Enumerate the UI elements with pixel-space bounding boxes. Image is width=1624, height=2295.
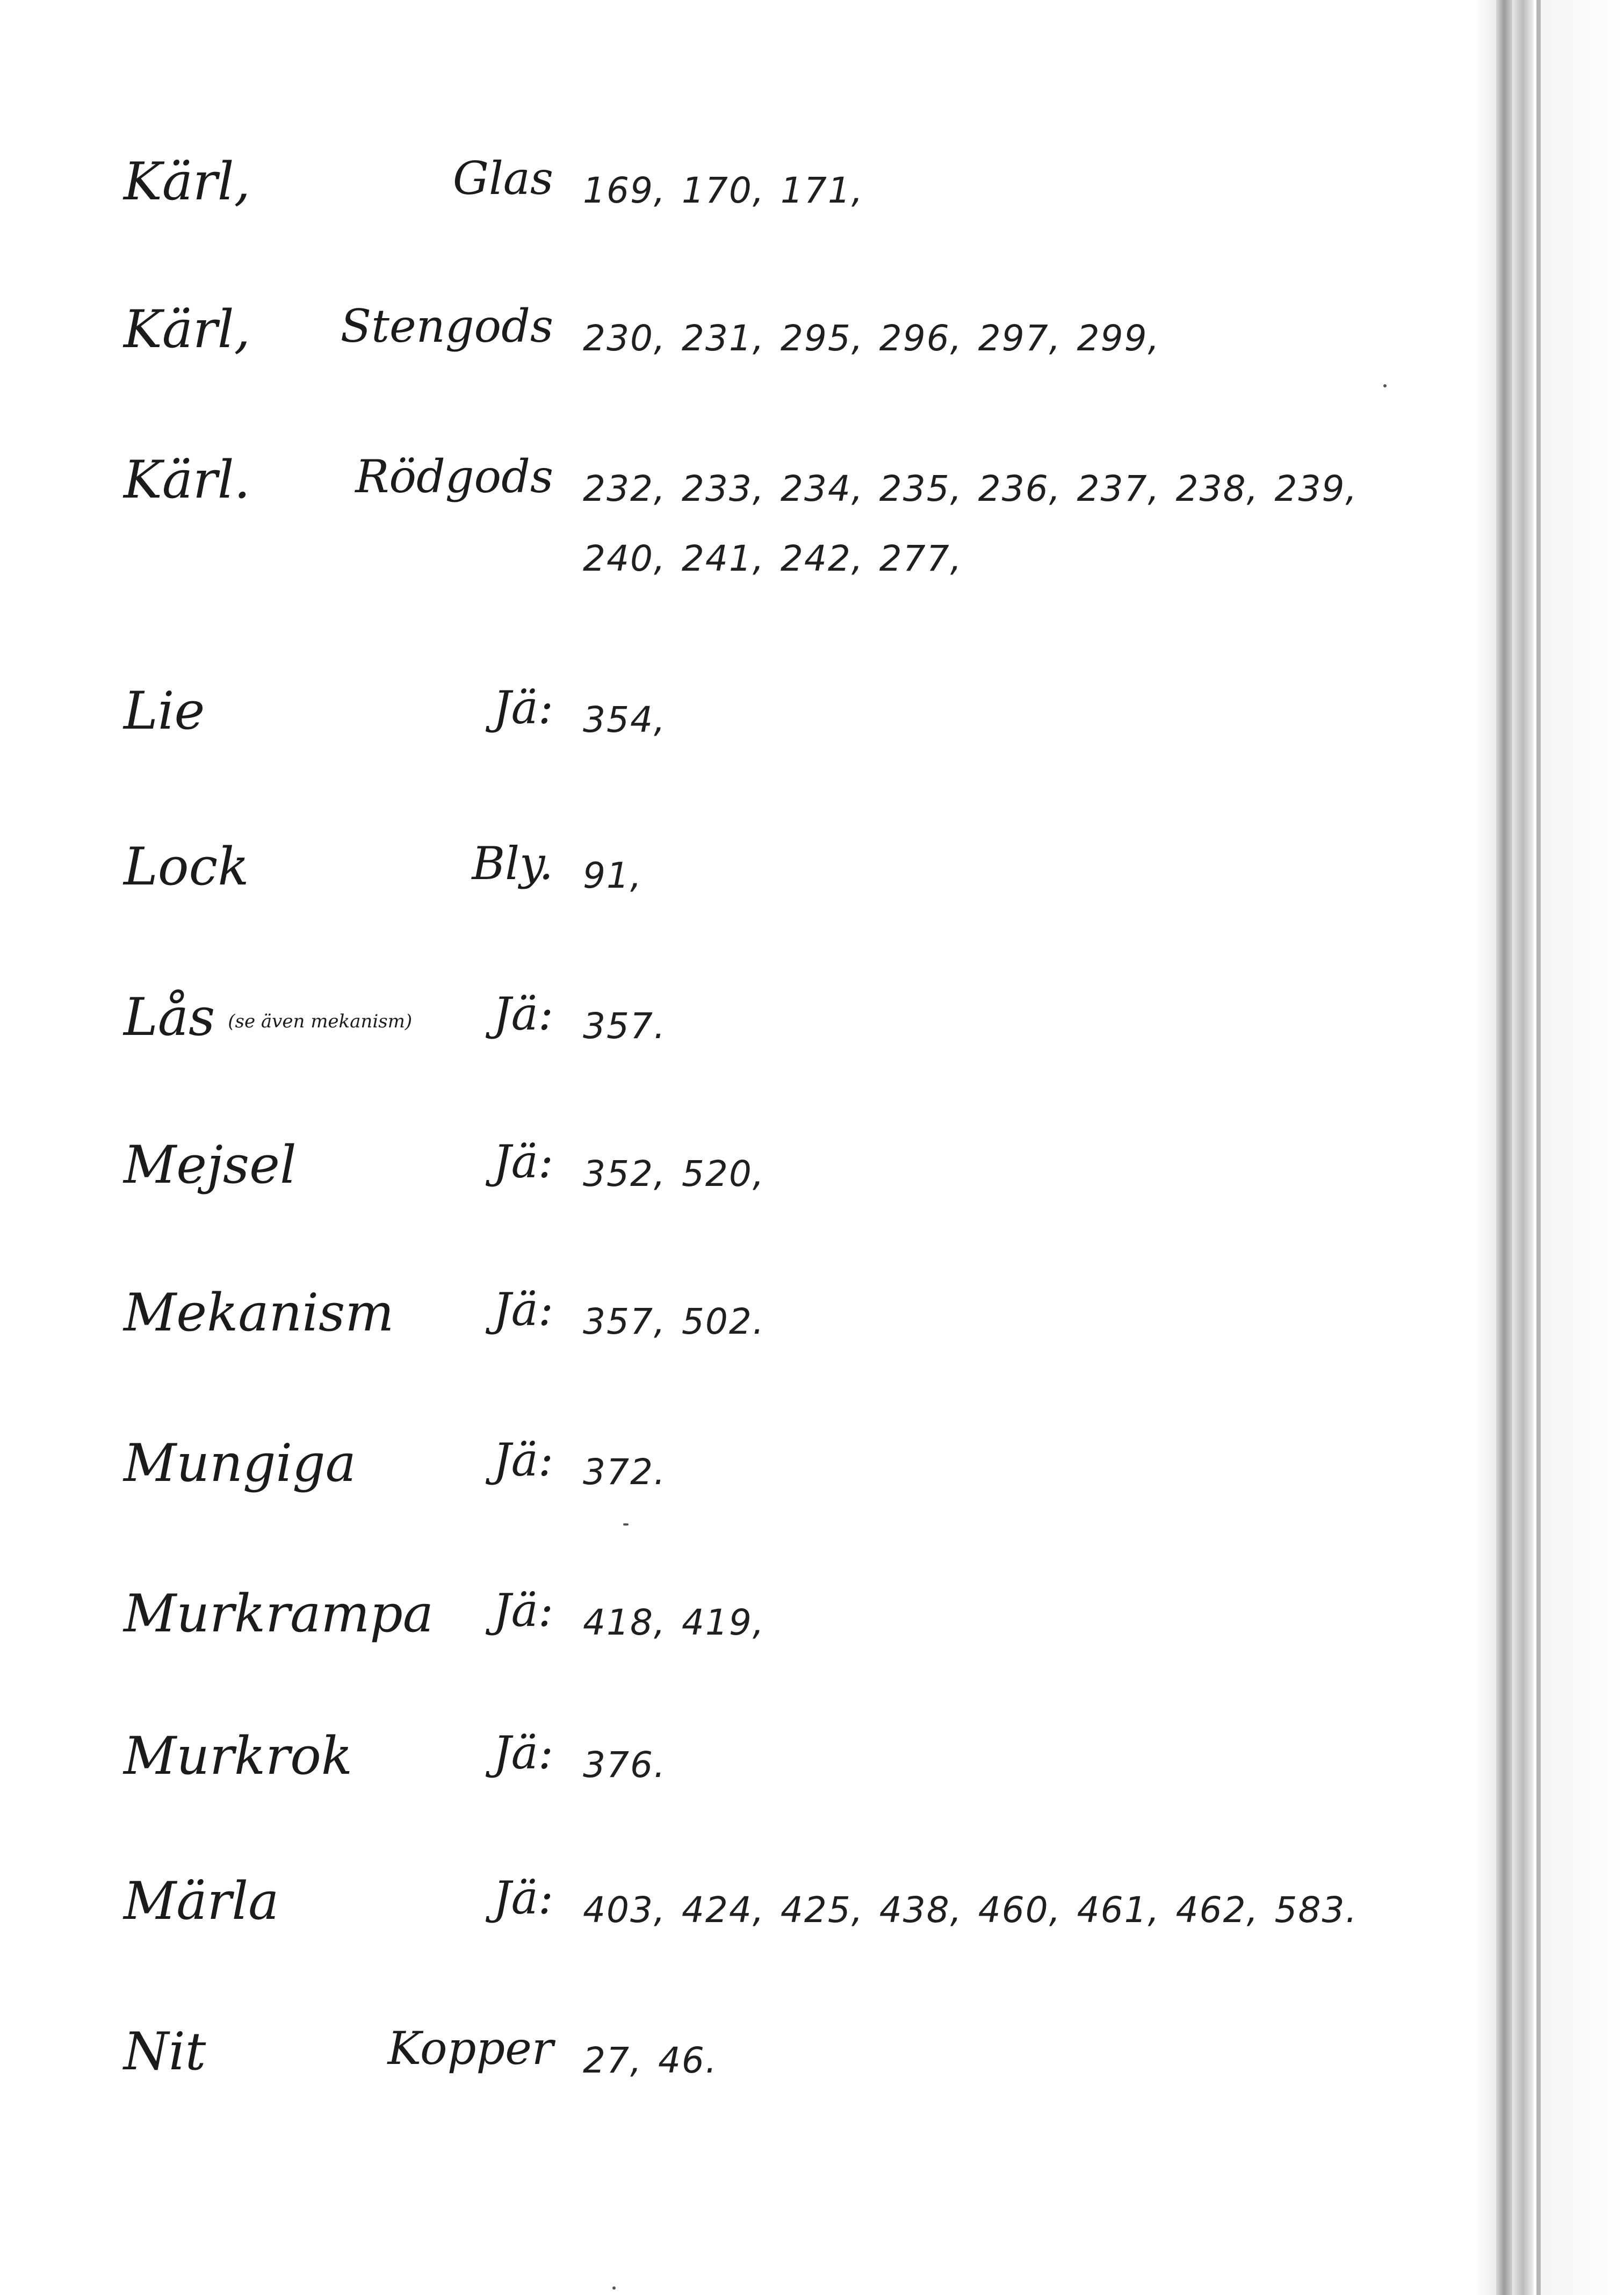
entry-term (124, 987, 413, 1047)
entry-numbers: 357, 502. (583, 1301, 765, 1342)
entry-numbers: 232, 233, 234, 235, 236, 237, 238, 239, 240, 241, 242, 277, (583, 468, 1358, 579)
entry-term: Mejsel (124, 1135, 297, 1195)
entry-term: Kärl. (124, 450, 251, 510)
entry-material: Kopper (387, 2022, 553, 2075)
entry-material: Stengods (340, 300, 553, 352)
entry-material: Rödgods (355, 450, 553, 503)
entry-material: Glas (452, 152, 553, 205)
entry-material: Jä: (493, 1434, 553, 1486)
entry-cross-reference: (se även mekanism) (228, 1011, 413, 1032)
entry-numbers: 376. (583, 1744, 666, 1786)
scan-speck (1383, 384, 1387, 387)
entry-term: Nit (124, 2021, 206, 2082)
entry-material: Bly. (472, 837, 553, 890)
entry-material: Jä: (493, 1135, 553, 1188)
entry-material: Jä: (493, 1283, 553, 1336)
binding-edge-highlight (1512, 0, 1534, 2295)
entry-term: Kärl, (124, 152, 251, 212)
entry-numbers: 418, 419, (583, 1602, 765, 1643)
entry-material: Jä: (493, 681, 553, 734)
entry-term: Kärl, (124, 299, 251, 359)
scan-speck (623, 1523, 629, 1526)
entry-term: Märla (124, 1871, 279, 1931)
entry-term: Murkrampa (124, 1584, 434, 1644)
entry-material: Jä: (493, 988, 553, 1040)
entry-term: Murkrok (124, 1726, 353, 1786)
entry-numbers: 354, (583, 699, 666, 740)
entry-term: Mungiga (124, 1433, 356, 1493)
entry-term: Lock (124, 837, 249, 897)
entry-material: Jä: (493, 1726, 553, 1779)
entry-term-text: Lås (124, 987, 215, 1047)
entry-term: Mekanism (124, 1283, 394, 1343)
entry-numbers: 169, 170, 171, (583, 170, 864, 211)
entry-numbers: 372. (583, 1451, 666, 1493)
scan-speck (612, 2286, 616, 2290)
binding-edge (1496, 0, 1512, 2295)
entry-material: Jä: (493, 1584, 553, 1637)
entry-numbers: 230, 231, 295, 296, 297, 299, (583, 318, 1160, 359)
page-edge-shadow (1475, 0, 1496, 2295)
entry-term: Lie (124, 681, 205, 741)
entry-material: Jä: (493, 1872, 553, 1924)
binding-edge-line (1536, 0, 1541, 2295)
entry-numbers: 403, 424, 425, 438, 460, 461, 462, 583. (583, 1889, 1358, 1931)
entry-numbers: 352, 520, (583, 1153, 765, 1195)
entry-numbers: 357. (583, 1005, 666, 1047)
entry-numbers: 91, (583, 855, 643, 896)
page-edge-tail (1541, 0, 1624, 2295)
entry-numbers: 27, 46. (583, 2040, 718, 2081)
